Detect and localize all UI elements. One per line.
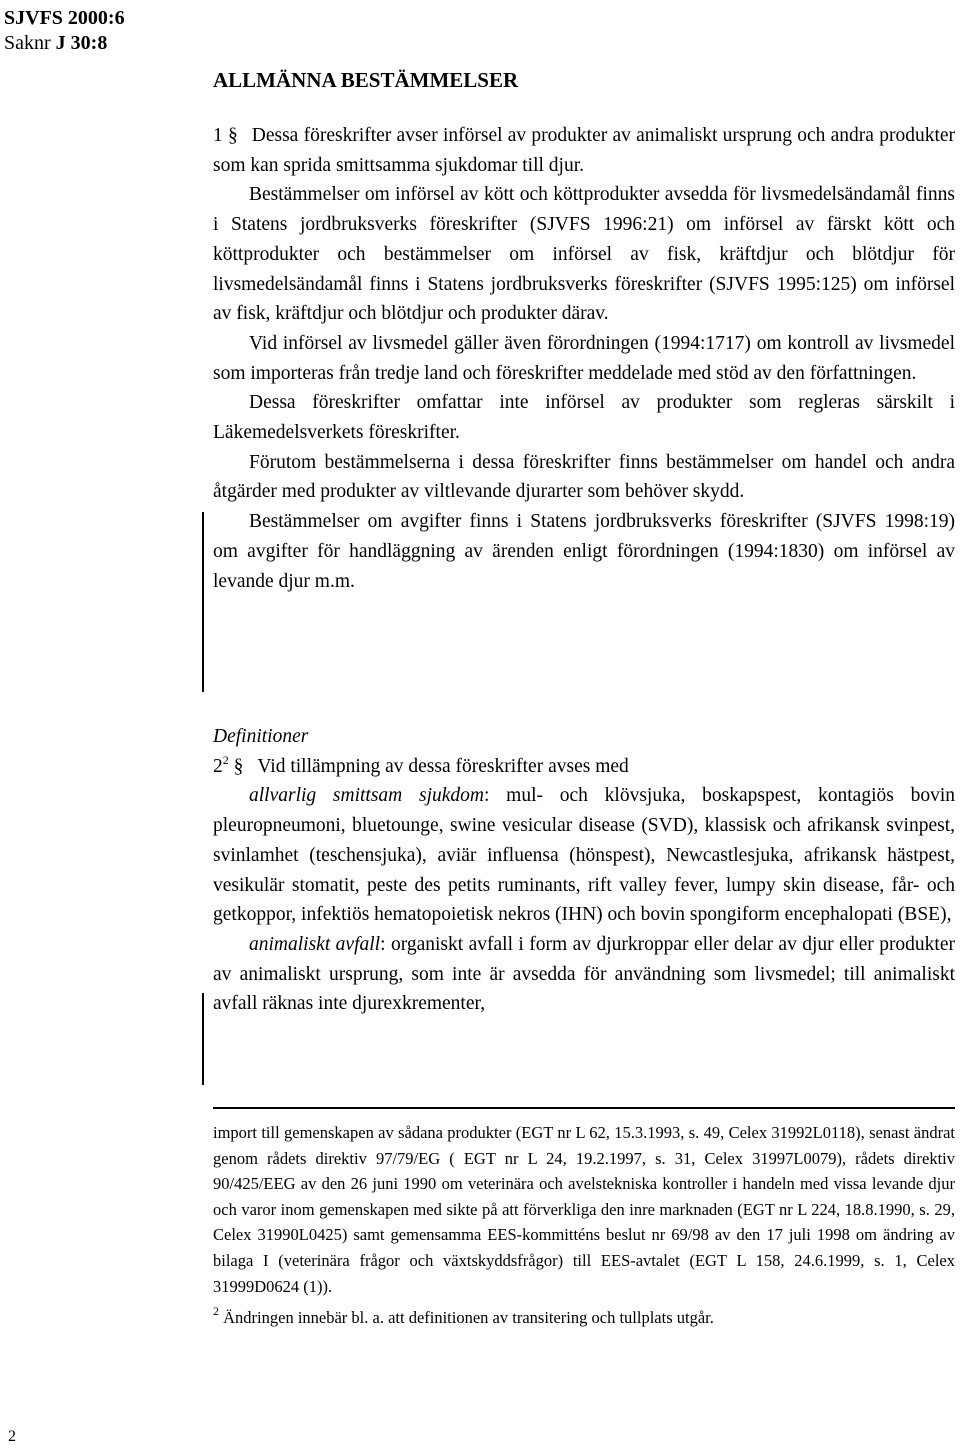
paragraph-1 bbox=[213, 121, 955, 180]
footnote-2 bbox=[213, 1305, 955, 1331]
paragraph-5: Förutom bestämmelserna i dessa föreskrifter finns bestämmelser om handel och andra åtgärder med produkter av viltlevande djurarter som behöver skydd. bbox=[213, 451, 955, 503]
paragraph-4: Dessa föreskrifter omfattar inte införsel av produkter som regleras särskilt i Läkemedelsverkets föreskrifter. bbox=[213, 392, 955, 444]
paragraph-number: 2 bbox=[213, 755, 223, 777]
paragraph-number: 1 bbox=[213, 125, 223, 146]
footnote-reference: 2 bbox=[222, 752, 229, 767]
definitions-heading: Definitioner bbox=[213, 726, 309, 747]
definition-term: animaliskt avfall bbox=[249, 933, 381, 955]
subject-number-value: J 30:8 bbox=[55, 32, 108, 54]
paragraph-text: Dessa föreskrifter avser införsel av produkter av animaliskt ursprung och andra produkter som kan sprida smittsamma sjukdomar till djur. bbox=[213, 125, 956, 176]
definition-item bbox=[213, 781, 955, 930]
change-bar bbox=[202, 512, 204, 692]
footnotes bbox=[213, 1120, 955, 1331]
page-number: 2 bbox=[8, 1428, 16, 1445]
section-1 bbox=[213, 121, 955, 596]
subject-number bbox=[4, 31, 107, 55]
definition-text: : organiskt avfall i form av djurkroppar eller delar av djur eller produkter av animaliskt ursprung, som inte är avsedda för användning som livsmedel; till animaliskt avfall räknas inte djurexkrementer, bbox=[213, 933, 955, 1015]
section-symbol: § bbox=[233, 755, 244, 777]
definitions-section bbox=[213, 722, 955, 1019]
definition-item bbox=[213, 930, 955, 1019]
paragraph-6: Bestämmelser om avgifter finns i Statens jordbruksverks föreskrifter (SJVFS 1998:19) om avgifter för handläggning av ärenden enligt förordningen (1994:1830) om införsel av levande djur m.m. bbox=[213, 511, 955, 592]
intro-text: Vid tillämpning av dessa föreskrifter avses med bbox=[257, 755, 629, 777]
footnote-text: Ändringen innebär bl. a. att definitionen av transitering och tullplats utgår. bbox=[223, 1308, 714, 1328]
subject-number-prefix: Saknr bbox=[4, 32, 56, 54]
section-symbol: § bbox=[228, 125, 238, 146]
footnote-mark: 2 bbox=[213, 1304, 219, 1319]
footnote-1: import till gemenskapen av sådana produkter (EGT nr L 62, 15.3.1993, s. 49, Celex 31992L0118), senast ändrat genom rådets direktiv 97/79/EG ( EGT nr L 24, 19.2.1997, s. 31, Celex 31997L0079), rådets direktiv 90/425/EEG av den 26 juni 1990 om veterinära och avelstekniska kontroller i handeln med vissa levande djur och varor inom gemenskapen med sikte på att förverkliga den inre marknaden (EGT nr L 224, 18.8.1990, s. 29, Celex 31990L0425) samt gemensamma EES-kommitténs beslut nr 69/98 av den 17 juli 1998 om ändring av bilaga I (veterinära frågor och växtskyddsfrågor) till EES-avtalet (EGT L 158, 24.6.1999, s. 1, Celex 31999D0624 (1)). bbox=[213, 1123, 955, 1296]
change-bar bbox=[202, 993, 204, 1085]
definition-text: : mul- och klövsjuka, boskapspest, kontagiös bovin pleuropneumoni, bluetounge, swine vesicular disease (SVD), klassisk och afrikansk svinpest, svinlamhet (teschensjuka), aviär influensa (hönspest), Newcastlesjuka, afrikansk hästpest, vesikulär stomatit, peste des petits ruminants, rift valley fever, lumpy skin disease, får- och getkoppor, infektiös hematopoietisk nekros (IHN) och bovin spongiform encephalopati (BSE), bbox=[213, 785, 955, 926]
footnote-divider bbox=[213, 1107, 955, 1109]
definitions-intro bbox=[213, 752, 955, 782]
paragraph-2: Bestämmelser om införsel av kött och köttprodukter avsedda för livsmedelsändamål finns i Statens jordbruksverks föreskrifter (SJVFS 1996:21) om införsel av färskt kött och köttprodukter och bestämmelser om införsel av fisk, kräftdjur och blötdjur för livsmedelsändamål finns i Statens jordbruksverks föreskrifter (SJVFS 1995:125) om införsel av fisk, kräftdjur och blötdjur och produkter därav. bbox=[213, 184, 955, 325]
paragraph-3: Vid införsel av livsmedel gäller även förordningen (1994:1717) om kontroll av livsmedel som importeras från tredje land och föreskrifter meddelade med stöd av den författningen. bbox=[213, 332, 955, 384]
section-title: ALLMÄNNA BESTÄMMELSER bbox=[213, 68, 519, 92]
definition-term: allvarlig smittsam sjukdom bbox=[249, 785, 485, 807]
document-id: SJVFS 2000:6 bbox=[4, 7, 125, 29]
